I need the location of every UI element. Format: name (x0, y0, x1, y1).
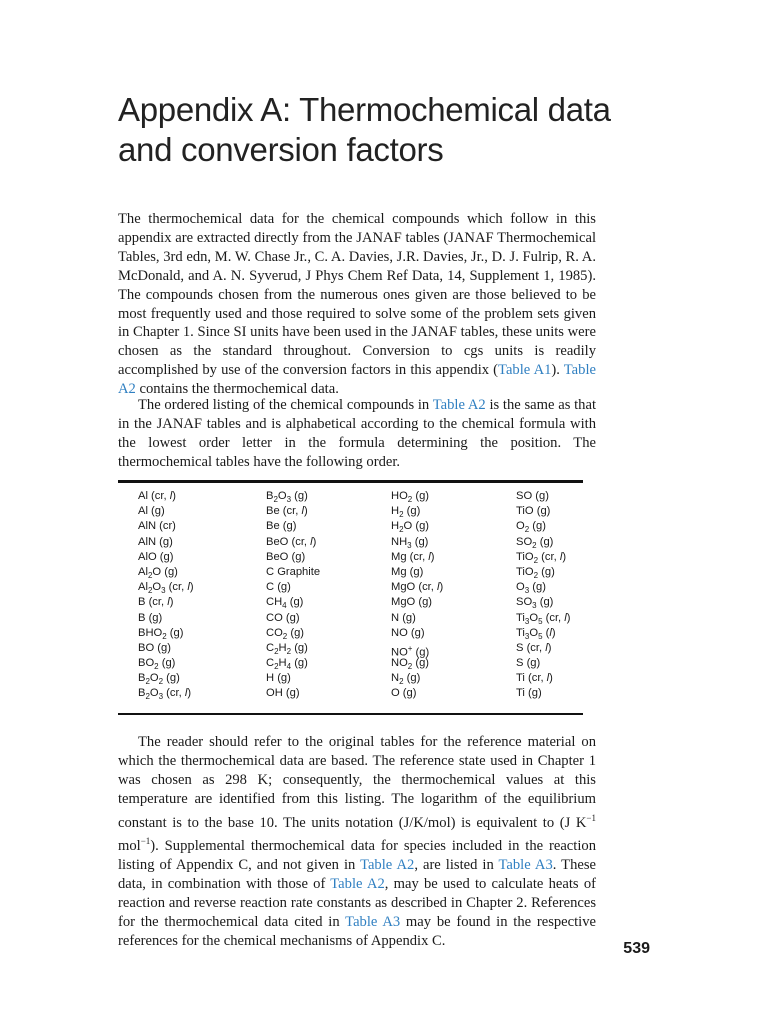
formula-part: TiO (516, 550, 534, 563)
formula-part: S (cr, (516, 641, 546, 654)
formula-part: AlO (g) (138, 550, 174, 563)
formula-part: 2 (286, 647, 292, 657)
compound-entry (391, 519, 521, 534)
compound-entry (138, 626, 268, 641)
formula-part: Al (cr, (138, 490, 170, 502)
compound-entry (266, 535, 396, 550)
table-reference-link[interactable]: Table A3 (345, 913, 401, 930)
compound-entry (138, 565, 268, 580)
formula-part: O (529, 626, 539, 639)
compound-entry (391, 535, 521, 550)
compound-column (138, 489, 268, 702)
formula-part: Ti (cr, (516, 672, 547, 685)
formula-part: 2 (162, 631, 167, 641)
formula-part: C Graphite (266, 565, 321, 578)
formula-part: H (278, 657, 287, 670)
compound-entry (266, 550, 396, 565)
compound-entry (391, 686, 521, 701)
formula-part: ) (312, 535, 317, 548)
formula-part: 3 (161, 586, 166, 596)
table-reference-link[interactable]: Table A3 (498, 857, 553, 874)
compound-entry (516, 535, 646, 550)
compound-entry (391, 504, 521, 519)
compound-entry (138, 671, 268, 686)
formula-part: ) (172, 490, 176, 502)
formula-part: AlN (cr) (138, 520, 176, 533)
formula-part: ) (549, 672, 553, 685)
compound-entry (266, 504, 396, 519)
formula-part: O (516, 520, 525, 533)
formula-part: Ti (516, 611, 525, 624)
formula-part: 3 (407, 540, 412, 550)
formula-part: l (167, 596, 170, 609)
formula-part: (cr, (538, 550, 560, 563)
formula-part: 2 (154, 662, 159, 672)
formula-part: BeO (g) (266, 550, 306, 563)
compound-entry (516, 565, 646, 580)
formula-part: 2 (274, 662, 279, 672)
table-reference-link[interactable]: Table A2 (432, 397, 486, 413)
formula-part: Ti (g) (516, 687, 542, 700)
formula-part: 2 (274, 647, 279, 657)
formula-part: B (138, 672, 146, 685)
formula-part: (g) (291, 657, 308, 670)
compound-entry (391, 595, 521, 610)
formula-part: l (549, 626, 552, 639)
formula-part: (g) (158, 657, 176, 670)
formula-part: 2 (145, 677, 150, 687)
formula-part: l (301, 505, 304, 518)
formula-part: C (266, 641, 275, 654)
table-reference-link[interactable]: Table A2 (118, 362, 596, 398)
formula-part: ) (547, 641, 552, 654)
formula-part: O (149, 672, 159, 685)
formula-part: Ti (516, 626, 525, 639)
superscript: −1 (140, 836, 151, 847)
compound-entry (138, 489, 268, 504)
formula-part: (g) (403, 672, 421, 685)
formula-part: 5 (538, 616, 543, 626)
formula-part: TiO (516, 565, 534, 578)
formula-part: SO (g) (516, 490, 549, 502)
formula-part: Mg (cr, (391, 550, 429, 563)
compound-entry (266, 626, 396, 641)
compound-entry (266, 611, 396, 626)
compound-entry (138, 535, 268, 550)
formula-part: 3 (158, 692, 164, 702)
compound-entry (266, 671, 396, 686)
formula-part: ) (562, 550, 567, 563)
superscript: −1 (586, 812, 596, 823)
formula-part: 2 (533, 571, 539, 581)
formula-part: OH (g) (266, 687, 300, 700)
compound-column (266, 489, 396, 702)
formula-part: (g) (412, 657, 430, 670)
formula-part: 3 (524, 586, 530, 596)
formula-part: BHO (138, 626, 163, 639)
text-run: ). Supplemental thermochemical data for species included in the reaction listing of Appendix C, and not given in (118, 838, 596, 874)
text-run: mol (118, 838, 141, 855)
formula-part: l (428, 550, 431, 563)
text-run: ). (551, 362, 564, 379)
formula-part: O (g) (152, 565, 178, 578)
formula-part: l (184, 687, 188, 700)
compound-column (391, 489, 521, 702)
compound-entry (516, 611, 646, 626)
formula-part: (g) (536, 535, 554, 548)
compound-entry (266, 595, 396, 610)
formula-part: 2 (282, 631, 288, 641)
compound-entry (266, 565, 396, 580)
formula-part: H (391, 520, 400, 533)
table-reference-link[interactable]: Table A2 (330, 876, 385, 893)
table-bottom-rule (118, 713, 583, 715)
formula-part: HO (391, 490, 408, 502)
formula-part: 5 (538, 631, 543, 641)
reference-paragraph (118, 733, 596, 951)
formula-part: l (564, 611, 567, 624)
formula-part: (cr, (542, 611, 565, 624)
formula-part: (g) (166, 626, 184, 639)
compound-entry (138, 504, 268, 519)
formula-part: ) (189, 581, 194, 594)
compound-entry (391, 580, 521, 595)
compound-entry (266, 686, 396, 701)
formula-part: Be (cr, (266, 505, 302, 518)
formula-part: 3 (532, 601, 537, 611)
compound-entry (266, 519, 396, 534)
compound-entry (516, 504, 646, 519)
formula-part: B (g) (138, 611, 163, 624)
compound-entry (516, 550, 646, 565)
text-run: , may be used to calculate heats of reaction and reverse reaction rate constants as described in Chapter 2. References for the thermochemical data cited in (118, 876, 596, 930)
text-run: may be found in the respective references for the chemical mechanisms of Appendix C. (118, 913, 597, 949)
formula-part: 2 (399, 510, 404, 520)
compound-entry (516, 489, 646, 504)
formula-part: O (529, 611, 539, 624)
formula-part: 2 (533, 555, 539, 565)
page-title (118, 90, 678, 170)
formula-part: MgO (cr, (391, 581, 437, 594)
formula-part: (g) (163, 672, 180, 685)
compound-entry (391, 626, 521, 641)
compound-entry (391, 641, 521, 659)
formula-part: H (278, 641, 287, 654)
compound-entry (391, 565, 521, 580)
formula-part: AlN (g) (138, 535, 173, 548)
formula-part: Mg (g) (391, 565, 424, 578)
compound-entry (391, 671, 521, 686)
formula-part: 2 (407, 662, 413, 672)
formula-part: BeO (cr, (266, 535, 311, 548)
formula-part: CH (266, 596, 283, 609)
compound-entry (516, 580, 646, 595)
formula-part: (g) (286, 596, 304, 609)
formula-part: Al (138, 581, 148, 594)
formula-part: 2 (399, 677, 404, 687)
title-line-1: Appendix A: Thermochemical data (118, 91, 611, 128)
title-line-2: and conversion factors (118, 131, 444, 168)
formula-part: l (187, 581, 190, 594)
formula-part: BO (138, 657, 155, 670)
formula-part: N (g) (391, 611, 416, 624)
formula-part: (g) (287, 626, 305, 639)
formula-part: ) (551, 626, 556, 639)
formula-part: B (cr, (138, 596, 168, 609)
formula-part: 2 (532, 540, 537, 550)
compound-entry (516, 519, 646, 534)
formula-part: NO (391, 657, 408, 670)
formula-part: ) (303, 505, 308, 518)
compound-entry (266, 641, 396, 656)
formula-part: (g) (291, 490, 308, 502)
formula-part: (g) (538, 565, 555, 578)
formula-part: SO (516, 596, 533, 609)
formula-part: CO (g) (266, 611, 300, 624)
formula-part: ) (169, 596, 174, 609)
formula-part: 4 (286, 662, 292, 672)
compound-entry (138, 641, 268, 656)
formula-part: l (559, 550, 563, 563)
compound-entry (138, 550, 268, 565)
compound-entry (391, 611, 521, 626)
compound-entry (516, 656, 646, 671)
formula-part: (g) (529, 520, 546, 533)
text-run: The thermochemical data for the chemical compounds which follow in this appendix are extracted directly from the JANAF tables (JANAF Thermochemical Tables, 3rd edn, M. W. Chase Jr., C. A. Davies, J.R. Davies, Jr., D. J. Fulrip, R. A. McDonald, and A. N. Syverud, J Phys Chem Ref Data, 14, Supplement 1, 1985). The compounds chosen from the numerous ones given are those believed to be most frequently used and those required to solve some of the problem sets given in Chapter 1. Since SI units have been used in the JANAF tables, these units were chosen as the standard throughout. Conversion to cgs units is readily accomplished by use of the conversion factors in this appendix ( (118, 211, 596, 379)
formula-part: (g) (412, 646, 430, 659)
compound-entry (391, 550, 521, 565)
compound-entry (138, 656, 268, 671)
formula-part: O (149, 687, 159, 700)
formula-part: ( (542, 626, 550, 639)
formula-part: B (138, 687, 146, 700)
compound-entry (516, 595, 646, 610)
text-run: is the same as that in the JANAF tables and is alphabetical according to the chemical formula with the lowest order letter in the formula determining the position. The thermochemical tables have the following order. (118, 397, 596, 470)
formula-part: l (546, 672, 550, 685)
formula-part: ) (430, 550, 435, 563)
formula-part: (g) (529, 581, 546, 594)
formula-part: NO (391, 646, 408, 659)
formula-part: l (310, 535, 313, 548)
compound-entry (266, 580, 396, 595)
formula-part: NH (391, 535, 408, 548)
text-run: contains the thermochemical data. (135, 381, 339, 398)
formula-part: 2 (158, 677, 164, 687)
formula-part: SO (516, 535, 533, 548)
formula-part: + (407, 643, 413, 653)
formula-part: C (g) (266, 581, 291, 594)
compound-entry (138, 611, 268, 626)
compound-entry (266, 489, 396, 504)
compound-entry (391, 656, 521, 671)
formula-part: C (266, 657, 275, 670)
formula-part: 3 (524, 616, 530, 626)
formula-part: B (266, 490, 274, 502)
compound-entry (516, 671, 646, 686)
formula-part: TiO (g) (516, 505, 551, 518)
formula-part: 2 (147, 571, 153, 581)
table-reference-link[interactable]: Table A1 (498, 362, 552, 379)
formula-part: l (545, 641, 548, 654)
intro-paragraph (118, 210, 596, 399)
formula-part: H (391, 505, 400, 518)
compound-entry (138, 580, 268, 595)
formula-part: O (152, 581, 162, 594)
formula-part: 2 (147, 586, 153, 596)
ordering-paragraph (118, 396, 596, 472)
formula-part: O (277, 490, 287, 502)
formula-part: CO (266, 626, 283, 639)
text-run: . These data, in combination with those of (118, 857, 597, 893)
formula-part: 2 (145, 692, 150, 702)
page-number: 539 (623, 940, 650, 957)
formula-part: (cr, (163, 687, 185, 700)
formula-part: Be (g) (266, 520, 297, 533)
formula-part: (g) (412, 490, 430, 502)
compound-entry (391, 489, 521, 504)
text-run: The reader should refer to the original tables for the reference material on which the thermochemical data are based. The reference state used in Chapter 1 was chosen as 298 K; consequently, the thermochemical values at this temperature are identified from this listing. The logarithm of the equilibrium constant is to the base 10. The units notation (J/K/mol) is equivalent to (J K (118, 734, 596, 831)
formula-part: N (391, 672, 400, 685)
compound-column (516, 489, 646, 702)
formula-part: 4 (282, 601, 287, 611)
formula-part: (g) (536, 596, 554, 609)
formula-part: NO (g) (391, 626, 425, 639)
compound-entry (516, 626, 646, 641)
formula-part: l (437, 581, 440, 594)
formula-part: 2 (407, 495, 413, 505)
formula-part: 3 (524, 631, 530, 641)
formula-part: BO (g) (138, 641, 171, 654)
formula-part: 2 (399, 525, 404, 535)
compound-entry (138, 686, 268, 701)
text-run: , are listed in (414, 857, 499, 874)
formula-part: MgO (g) (391, 596, 433, 609)
formula-part: ) (566, 611, 571, 624)
compound-entry (516, 686, 646, 701)
formula-part: Al (138, 565, 148, 578)
formula-part: (g) (291, 641, 308, 654)
compound-entry (138, 519, 268, 534)
formula-part: Al (g) (138, 505, 165, 518)
formula-part: 2 (524, 525, 530, 535)
formula-part: 2 (273, 495, 278, 505)
formula-part: (g) (403, 505, 421, 518)
table-reference-link[interactable]: Table A2 (360, 857, 415, 874)
formula-part: O (516, 581, 525, 594)
formula-part: (g) (411, 535, 429, 548)
formula-part: S (g) (516, 657, 541, 670)
table-top-rule (118, 480, 583, 483)
compound-entry (266, 656, 396, 671)
formula-part: ) (439, 581, 444, 594)
formula-part: O (g) (391, 687, 417, 700)
formula-part: 3 (286, 495, 292, 505)
formula-part: O (g) (403, 520, 430, 533)
text-run: The ordered listing of the chemical compounds in (138, 397, 433, 413)
formula-part: ) (187, 687, 192, 700)
formula-part: (cr, (165, 581, 188, 594)
compound-entry (138, 595, 268, 610)
formula-part: l (169, 490, 173, 502)
formula-part: H (g) (266, 672, 291, 685)
compound-entry (516, 641, 646, 656)
